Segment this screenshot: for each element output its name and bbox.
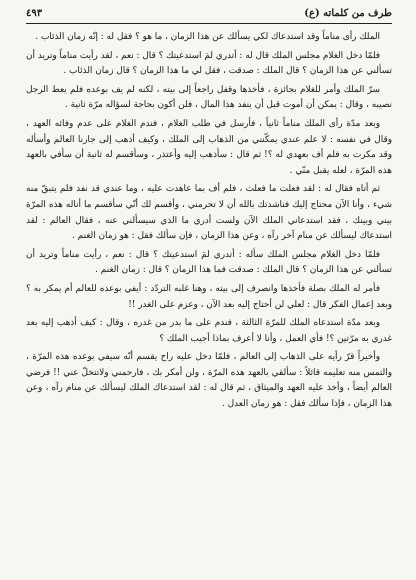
header-rule: [26, 23, 392, 24]
paragraph: الملك رأى مناماً وقد استدعاك لكي يسألك عن هذا الزمان ، ما هو ؟ فقل له : إنّه زمان الذئاب .: [35, 32, 380, 42]
paragraph: وبعد مدّة استدعاه الملك للمرّة الثالثة ، فندم على ما بدر من غدره ، وقال : كيف أذهب إليه بعد غدري به مرّتين ؟! فأي العمل ، وأنا لا أعرف بماذا أجيب الملك ؟: [26, 318, 392, 344]
running-title: طرف من كلماته (ع): [304, 8, 392, 19]
paragraph: وأخيراً قرّ رأيه على الذهاب إلى العالم ، فلمّا دخل عليه راح يقسم أنّه سيفي بوعده هذه المرّة ، والتمس منه تعليمه قائلاً : سألقي بالعهد هذه المرّة ، ولن أمكر بك ، فارحمني ولاتتخلّ عني !! فرضي العالم أيضاً ، وأخذ عليه العهد والميثاق ، ثم قال له : لقد استدعاك الملك ليسألك عن منام رآه ، وعن هذا الزمان ، فإذا سألك فقل : هو زمان العدل .: [26, 352, 392, 410]
paragraph: فلمّا دخل الغلام مجلس الملك سأله : أتدري لمَ استدعيتك ؟ قال : نعم ، رأيت مناماً وتريد أن تسألني عن هذا الزمان ؟ قال الملك : صدقت فما هذا الزمان ؟ قال : زمان الغنم .: [26, 249, 392, 276]
paragraph: ثم أتاه فقال له : لقد فعلت ما فعلت ، فلم أف بما عاهدت عليه ، وما عندي قد نفد فلم يتبقّ منه شيء ، وأنا الآن محتاج إليك فناشدتك بالله أن لا تحرمني ، وأقسم لك أنّي سأقسم ما أناله هذه المرّة بيني وبينك ، فقد استدعاني الملك الآن ولست أدري ما الذي سيسألني عنه ، فقال العالم : لقد استدعاك ليسألك عن منام آخر رآه ، وعن هذا الزمان ، فإن سألك فقل : هو زمان الغنم .: [26, 184, 392, 242]
paragraph: وبعد مدّة رأى الملك مناماً ثانياً ، فأرسل في طلب الغلام ، فندم الغلام على عدم وفائه العهد ، وقال في نفسه : لا علم عندي يمكّنني من الذهاب إلى الملك ، وكيف أذهب إلى جارنا العالم وأسأله وقد مكرت به فلم أف بعهدي له ؟! ثم قال : سأذهب إليه وأعتذر ، وسأقسم له ثانية أن سأفي بالعهد هذه المرّة ، لعله يقبل منّي .: [26, 118, 392, 176]
page-header: [26, 6, 392, 21]
paragraph: فأمر له الملك بصلة فأخذها وانصرف إلى بيته ، وهنا غلبه التردّد : أيفي بوعده للعالم أم يمكر به ؟ وبعد إعمال الفكر قال : لعلي لن أحتاج إليه بعد الآن ، وعزم على الغدر !!: [26, 283, 392, 310]
page-number: ٤٩٣: [26, 8, 43, 19]
paragraph: فلمّا دخل الغلام مجلس الملك قال له : أتدري لمَ استدعيتك ؟ قال : نعم ، لقد رأيت مناماً وتريد أن تسألني عن هذا الزمان ؟ قال الملك : صدقت ، فقل لي ما هذا الزمان ؟ قال زمان الذئاب .: [26, 50, 392, 77]
paragraph: سرّ الملك وأمر للغلام بجائزة ، فأخذها وقفل راجعاً إلى بيته ، لكنه لم يف بوعده فلم يعط الرجل نصيبه ، وقال : يمكن أن أموت قبل أن ينفد هذا المال ، فلن أكون بحاجة لسؤاله مرّة ثانية .: [26, 84, 392, 111]
page-body: [26, 30, 392, 413]
